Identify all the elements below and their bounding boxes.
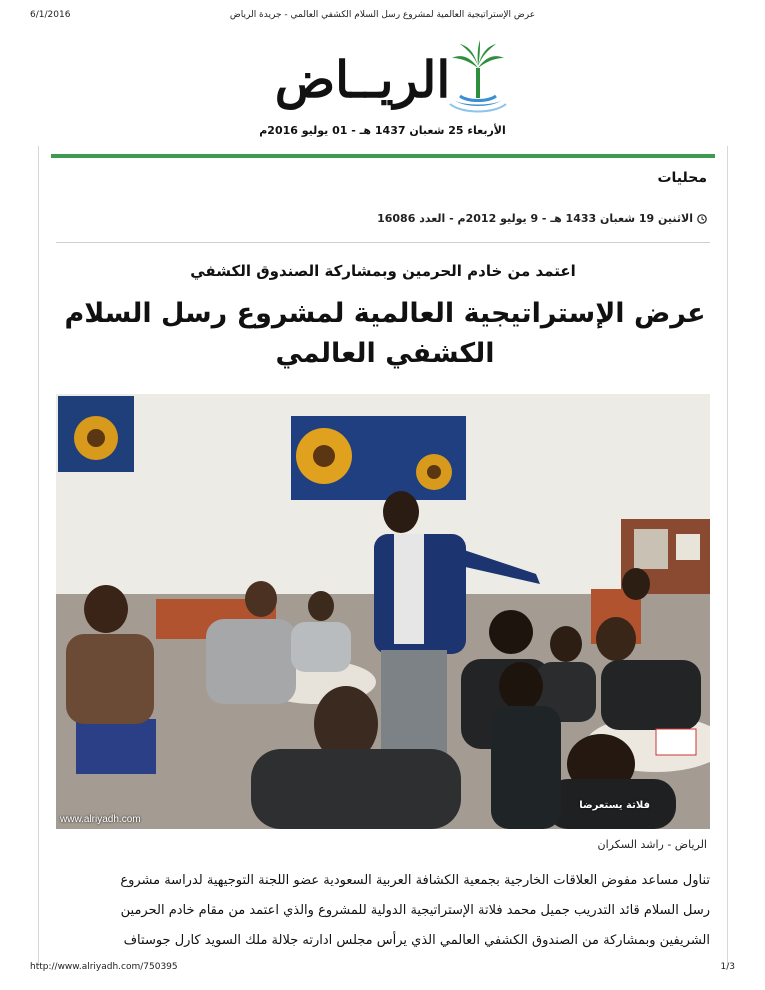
article-photo[interactable] <box>56 394 710 829</box>
article-meta <box>377 212 707 225</box>
body-line: تناول مساعد مفوض العلاقات الخارجية بجمعية الكشافة العربية السعودية عضو اللجنة التوجيهية لدراسة مشروع <box>120 873 710 888</box>
issue-date: الأربعاء 25 شعبان 1437 هـ - 01 يوليو 2016م <box>259 124 506 137</box>
article-body <box>58 866 710 956</box>
article-photo-illustration <box>56 394 710 829</box>
palm-logo-icon <box>440 38 516 114</box>
print-footer <box>30 962 735 976</box>
clock-icon <box>697 214 707 224</box>
photo-credit: الرياض - راشد السكران <box>597 838 707 851</box>
article-date-issue: الاثنين 19 شعبان 1433 هـ - 9 يوليو 2012م - العدد 16086 <box>377 212 693 225</box>
article-kicker: اعتمد من خادم الحرمين وبمشاركة الصندوق الكشفي <box>190 262 576 280</box>
print-page-title: عرض الإستراتيجية العالمية لمشروع رسل السلام الكشفي العالمي - جريدة الرياض <box>229 10 536 20</box>
article-headline: عرض الإستراتيجية العالمية لمشروع رسل السلام الكشفي العالمي <box>64 298 706 369</box>
body-line: رسل السلام قائد التدريب جميل محمد فلاتة الإستراتيجية الدولية للمشروع والذي اعتمد من مقام خادم الحرمين <box>120 903 710 918</box>
photo-overlay-caption: فلاتة يستعرضا <box>579 800 650 811</box>
print-url[interactable]: http://www.alriyadh.com/750395 <box>30 962 178 972</box>
print-header <box>30 10 735 24</box>
photo-watermark: www.alriyadh.com <box>60 814 141 825</box>
print-page-number: 1/3 <box>720 962 735 972</box>
meta-divider <box>56 242 710 243</box>
body-line: الشريفين وبمشاركة من الصندوق الكشفي العالمي الذي يرأس مجلس ادارته جلالة ملك السويد كارل جوستاف <box>123 933 710 948</box>
section-label[interactable]: محليات <box>657 170 707 186</box>
section-accent-bar <box>51 154 715 158</box>
masthead <box>0 38 765 120</box>
logo-wordmark[interactable]: الريــاض <box>274 50 451 109</box>
print-date: 6/1/2016 <box>30 10 71 20</box>
